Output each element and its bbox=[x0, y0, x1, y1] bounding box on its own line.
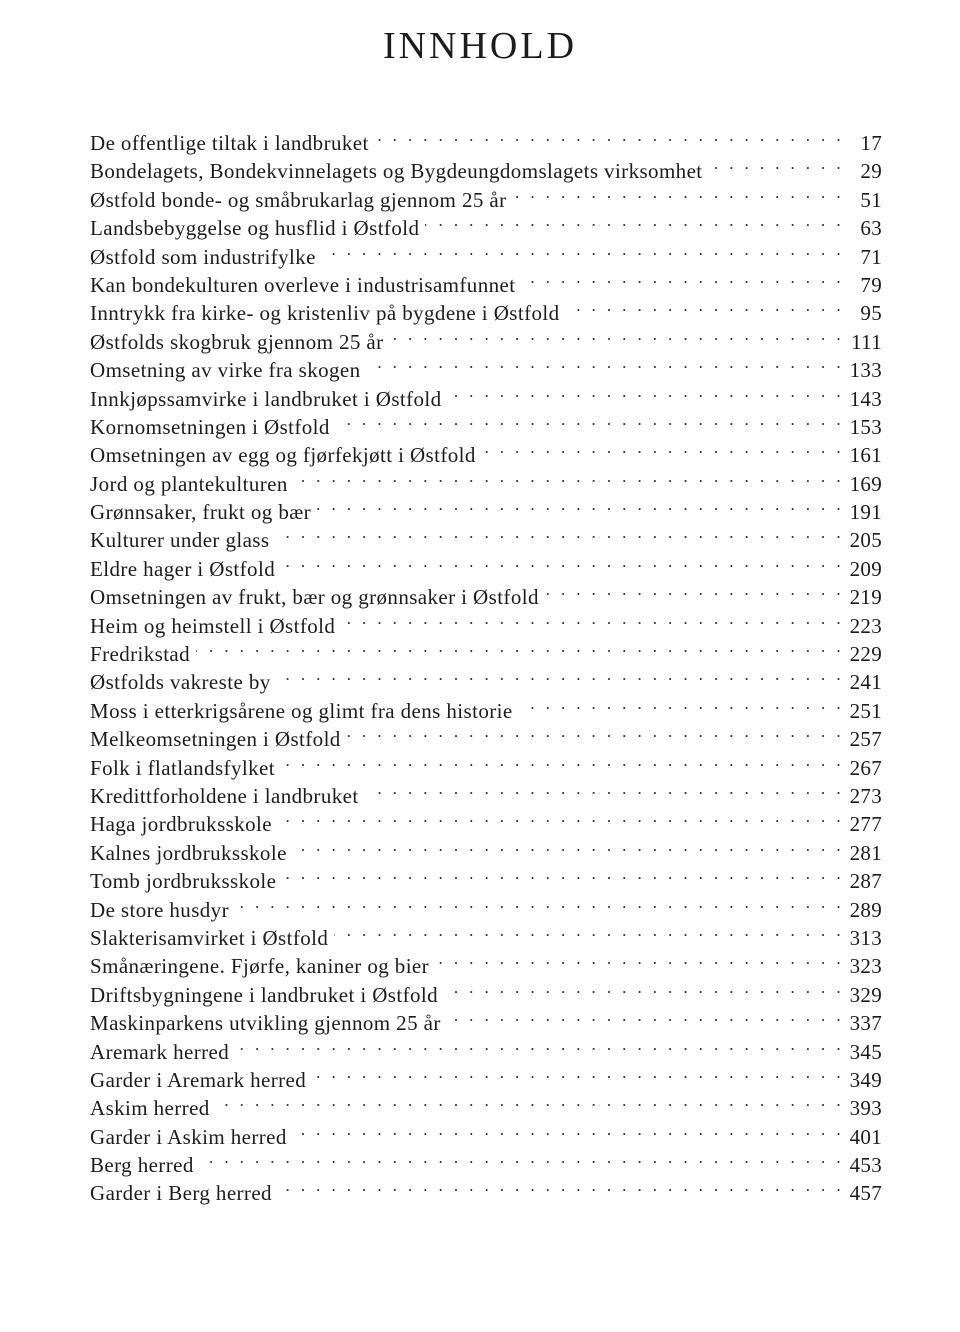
toc-entry[interactable] bbox=[90, 1087, 882, 1121]
toc-entry-page-number: 251 bbox=[849, 698, 882, 723]
toc-entry-page-number: 169 bbox=[849, 471, 882, 496]
toc-entry-title: Landsbebyggelse og husflid i Østfold bbox=[90, 216, 420, 241]
toc-entry[interactable] bbox=[90, 264, 882, 297]
toc-entry-page-number: 267 bbox=[849, 755, 882, 780]
dot-leader bbox=[513, 179, 844, 207]
toc-entry-title: Omsetning av virke fra skogen bbox=[90, 358, 361, 383]
toc-entry[interactable] bbox=[90, 633, 882, 667]
toc-entry-title: Bondelagets, Bondekvinnelagets og Bygdeungdomslagets virksomhet bbox=[90, 159, 703, 184]
toc-entry[interactable] bbox=[90, 690, 882, 723]
toc-entry-title: Østfold bonde- og småbrukarlag gjennom 25 år bbox=[90, 187, 507, 212]
toc-entry-page-number: 191 bbox=[849, 500, 882, 525]
toc-entry[interactable] bbox=[90, 519, 882, 553]
toc-entry-page-number: 95 bbox=[860, 301, 882, 326]
dot-leader bbox=[365, 775, 844, 803]
toc-entry[interactable] bbox=[90, 576, 882, 610]
dot-leader bbox=[334, 917, 844, 945]
toc-entry-title: Heim og heimstell i Østfold bbox=[90, 613, 336, 638]
toc-entry-page-number: 273 bbox=[849, 783, 882, 808]
page-title: INNHOLD bbox=[382, 25, 578, 67]
toc-entry-title: Tomb jordbruksskole bbox=[90, 869, 277, 894]
toc-entry-title: Eldre hager i Østfold bbox=[90, 556, 276, 581]
dot-leader bbox=[545, 576, 844, 604]
toc-entry-title: Kredittforholdene i landbruket bbox=[90, 783, 359, 808]
toc-entry[interactable] bbox=[90, 803, 882, 837]
dot-leader bbox=[375, 122, 844, 150]
toc-entry-title: Aremark herred bbox=[90, 1039, 230, 1064]
toc-entry-page-number: 323 bbox=[849, 954, 882, 979]
toc-entry-page-number: 287 bbox=[849, 869, 882, 894]
table-of-contents bbox=[90, 122, 882, 1206]
toc-entry-title: Smånæringene. Fjørfe, kaniner og bier bbox=[90, 954, 430, 979]
toc-entry[interactable] bbox=[90, 292, 882, 326]
dot-leader bbox=[425, 207, 844, 235]
dot-leader bbox=[281, 548, 844, 576]
dot-leader bbox=[521, 264, 844, 292]
dot-leader bbox=[278, 803, 844, 831]
toc-entry-title: Grønnsaker, frukt og bær bbox=[90, 500, 312, 525]
toc-entry[interactable] bbox=[90, 122, 882, 155]
toc-entry-title: Slakterisamvirket i Østfold bbox=[90, 925, 329, 950]
toc-entry-page-number: 17 bbox=[860, 131, 882, 155]
dot-leader bbox=[312, 1059, 844, 1087]
toc-entry-page-number: 349 bbox=[849, 1067, 882, 1092]
toc-entry[interactable] bbox=[90, 1116, 882, 1149]
dot-leader bbox=[448, 378, 844, 406]
toc-entry-page-number: 223 bbox=[849, 613, 882, 638]
toc-entry-title: Kalnes jordbruksskole bbox=[90, 840, 287, 865]
dot-leader bbox=[709, 150, 844, 178]
toc-entry-title: Askim herred bbox=[90, 1096, 210, 1121]
toc-entry[interactable] bbox=[90, 150, 882, 184]
dot-leader bbox=[196, 633, 844, 661]
toc-entry-title: Kan bondekulturen overleve i industrisamfunnet bbox=[90, 272, 516, 297]
dot-leader bbox=[216, 1087, 844, 1115]
toc-entry-title: De store husdyr bbox=[90, 897, 229, 922]
dot-leader bbox=[336, 406, 844, 434]
toc-entry-title: Østfolds skogbruk gjennom 25 år bbox=[90, 329, 384, 354]
dot-leader bbox=[447, 1002, 844, 1030]
toc-entry-page-number: 209 bbox=[849, 556, 882, 581]
dot-leader bbox=[322, 236, 844, 264]
dot-leader bbox=[277, 661, 844, 689]
toc-entry-title: Folk i flatlandsfylket bbox=[90, 755, 275, 780]
dot-leader bbox=[294, 463, 844, 491]
toc-entry-page-number: 393 bbox=[849, 1096, 882, 1121]
toc-entry-page-number: 329 bbox=[849, 982, 882, 1007]
toc-entry-page-number: 313 bbox=[849, 925, 882, 950]
toc-entry-page-number: 205 bbox=[849, 528, 882, 553]
toc-entry-title: Haga jordbruksskole bbox=[90, 812, 272, 837]
toc-entry[interactable] bbox=[90, 974, 882, 1007]
toc-entry-page-number: 219 bbox=[849, 585, 882, 610]
toc-entry-title: De offentlige tiltak i landbruket bbox=[90, 131, 369, 155]
toc-entry-page-number: 453 bbox=[849, 1153, 882, 1178]
toc-entry-title: Innkjøpssamvirke i landbruket i Østfold bbox=[90, 386, 442, 411]
toc-entry-title: Melkeomsetningen i Østfold bbox=[90, 727, 341, 752]
toc-entry-page-number: 277 bbox=[849, 812, 882, 837]
toc-entry-page-number: 229 bbox=[849, 642, 882, 667]
toc-entry-page-number: 241 bbox=[849, 670, 882, 695]
toc-entry-title: Berg herred bbox=[90, 1153, 194, 1178]
toc-entry[interactable] bbox=[90, 406, 882, 439]
dot-leader bbox=[275, 519, 844, 547]
toc-entry[interactable] bbox=[90, 1002, 882, 1036]
toc-entry-title: Inntrykk fra kirke- og kristenliv på bygdene i Østfold bbox=[90, 301, 560, 326]
toc-entry[interactable] bbox=[90, 747, 882, 780]
toc-entry-title: Driftsbygningene i landbruket i Østfold bbox=[90, 982, 439, 1007]
dot-leader bbox=[293, 832, 844, 860]
dot-leader bbox=[444, 974, 844, 1002]
toc-entry-title: Garder i Aremark herred bbox=[90, 1067, 307, 1092]
dot-leader bbox=[293, 1116, 844, 1144]
toc-entry-title: Kulturer under glass bbox=[90, 528, 270, 553]
toc-entry-page-number: 111 bbox=[851, 329, 882, 354]
toc-entry[interactable] bbox=[90, 605, 882, 638]
toc-entry-page-number: 289 bbox=[849, 897, 882, 922]
toc-entry-title: Kornomsetningen i Østfold bbox=[90, 414, 330, 439]
toc-entry[interactable] bbox=[90, 207, 882, 241]
dot-leader bbox=[482, 434, 844, 462]
toc-entry-page-number: 281 bbox=[849, 840, 882, 865]
toc-entry[interactable] bbox=[90, 775, 882, 808]
toc-entry-title: Østfold som industrifylke bbox=[90, 244, 316, 269]
toc-entry-title: Omsetningen av frukt, bær og grønnsaker i Østfold bbox=[90, 585, 539, 610]
dot-leader bbox=[435, 945, 844, 973]
toc-entry[interactable] bbox=[90, 349, 882, 383]
toc-entry[interactable] bbox=[90, 1144, 882, 1178]
toc-entry-page-number: 143 bbox=[849, 386, 882, 411]
toc-entry[interactable] bbox=[90, 548, 882, 581]
dot-leader bbox=[341, 605, 844, 633]
toc-entry-title: Garder i Askim herred bbox=[90, 1124, 287, 1149]
toc-entry-page-number: 401 bbox=[849, 1124, 882, 1149]
dot-leader bbox=[235, 889, 844, 917]
toc-entry[interactable] bbox=[90, 661, 882, 695]
toc-entry[interactable] bbox=[90, 1172, 882, 1206]
dot-leader bbox=[282, 860, 844, 888]
toc-entry-title: Jord og plantekulturen bbox=[90, 471, 288, 496]
toc-entry[interactable] bbox=[90, 378, 882, 411]
toc-entry-page-number: 337 bbox=[849, 1011, 882, 1036]
dot-leader bbox=[235, 1031, 844, 1059]
toc-entry-page-number: 51 bbox=[860, 187, 882, 212]
toc-entry-page-number: 79 bbox=[860, 272, 882, 297]
toc-entry[interactable] bbox=[90, 832, 882, 865]
dot-leader bbox=[317, 491, 844, 519]
toc-entry-title: Garder i Berg herred bbox=[90, 1181, 272, 1206]
toc-entry[interactable] bbox=[90, 434, 882, 468]
toc-entry-page-number: 29 bbox=[860, 159, 882, 184]
dot-leader bbox=[347, 718, 844, 746]
toc-entry-page-number: 457 bbox=[849, 1181, 882, 1206]
toc-entry[interactable] bbox=[90, 321, 882, 354]
toc-entry-title: Moss i etterkrigsårene og glimt fra dens historie bbox=[90, 698, 513, 723]
toc-entry[interactable] bbox=[90, 945, 882, 979]
dot-leader bbox=[519, 690, 844, 718]
toc-entry[interactable] bbox=[90, 860, 882, 894]
dot-leader bbox=[278, 1172, 844, 1200]
toc-entry-title: Østfolds vakreste by bbox=[90, 670, 271, 695]
dot-leader bbox=[390, 321, 844, 349]
toc-entry[interactable] bbox=[90, 889, 882, 922]
toc-entry-page-number: 153 bbox=[849, 414, 882, 439]
toc-entry[interactable] bbox=[90, 1059, 882, 1092]
toc-entry[interactable] bbox=[90, 236, 882, 269]
toc-entry[interactable] bbox=[90, 491, 882, 525]
dot-leader bbox=[200, 1144, 844, 1172]
dot-leader bbox=[367, 349, 844, 377]
toc-entry[interactable] bbox=[90, 718, 882, 752]
toc-entry[interactable] bbox=[90, 179, 882, 212]
toc-entry[interactable] bbox=[90, 917, 882, 950]
toc-entry-page-number: 161 bbox=[849, 443, 882, 468]
toc-entry-title: Fredrikstad bbox=[90, 642, 191, 667]
toc-entry-title: Maskinparkens utvikling gjennom 25 år bbox=[90, 1011, 441, 1036]
toc-entry-page-number: 71 bbox=[860, 244, 882, 269]
toc-entry-title: Omsetningen av egg og fjørfekjøtt i Østfold bbox=[90, 443, 476, 468]
dot-leader bbox=[281, 747, 844, 775]
toc-entry-page-number: 133 bbox=[849, 358, 882, 383]
toc-entry-page-number: 257 bbox=[849, 727, 882, 752]
toc-entry-page-number: 345 bbox=[849, 1039, 882, 1064]
toc-entry-page-number: 63 bbox=[860, 216, 882, 241]
dot-leader bbox=[566, 292, 845, 320]
toc-entry[interactable] bbox=[90, 1031, 882, 1064]
toc-entry[interactable] bbox=[90, 463, 882, 496]
